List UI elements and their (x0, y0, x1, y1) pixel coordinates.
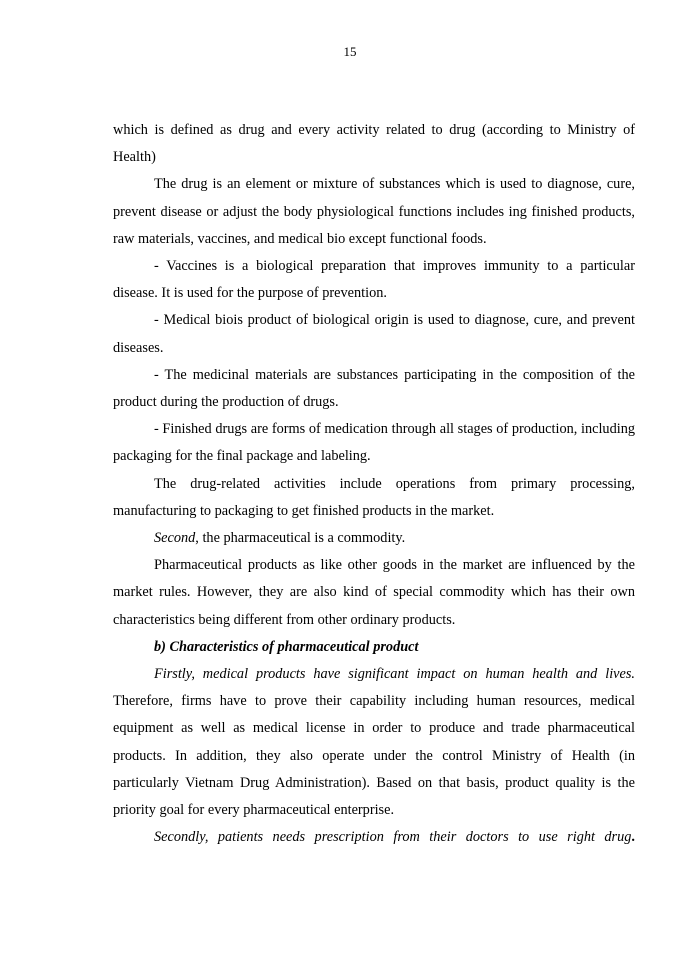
paragraph: Pharmaceutical products as like other goods in the market are influenced by the market rules. However, they are also kind of special commodity which has their own characteristics being different from other ordinary products. (113, 557, 635, 628)
page-number: 15 (343, 44, 357, 59)
paragraph: - Vaccines is a biological preparation that improves immunity to a particular disease. It is used for the purpose of prevention. (113, 258, 635, 302)
italic-lead: Firstly, medical products have significant impact on human health and lives. (154, 666, 635, 683)
paragraph: - Medical biois product of biological origin is used to diagnose, cure, and prevent diseases. (113, 312, 635, 356)
paragraph (113, 824, 635, 851)
section-heading: b) Characteristics of pharmaceutical product (154, 638, 419, 655)
paragraph (113, 525, 635, 552)
paragraph: - Finished drugs are forms of medication through all stages of production, including packaging for the final package and labeling. (113, 421, 635, 465)
paragraph-end: . (631, 829, 635, 846)
paragraph (113, 661, 635, 824)
italic-lead: Secondly, patients needs prescription from their doctors to use right drug (154, 829, 632, 846)
document-body (113, 117, 635, 851)
paragraph: which is defined as drug and every activity related to drug (according to Ministry of Health) (113, 122, 635, 166)
italic-lead: Second (154, 530, 196, 547)
paragraph: The drug is an element or mixture of substances which is used to diagnose, cure, prevent disease or adjust the body physiological functions includes ing finished products, raw materials, vaccines, and medical bio except functional foods. (113, 176, 635, 247)
paragraph: - The medicinal materials are substances participating in the composition of the product during the production of drugs. (113, 366, 635, 411)
paragraph: The drug-related activities include operations from primary processing, manufacturing to packaging to get finished products in the market. (113, 475, 635, 519)
paragraph-text: Therefore, firms have to prove their capability including human resources, medical equipment as well as medical license in order to produce and trade pharmaceutical products. In addition, they also operate under the control Ministry of Health (in particularly Vietnam Drug Administration). Based on that basis, product quality is the priority goal for every pharmaceutical enterprise. (113, 693, 635, 819)
paragraph-text: , the pharmaceutical is a commodity. (195, 530, 406, 547)
